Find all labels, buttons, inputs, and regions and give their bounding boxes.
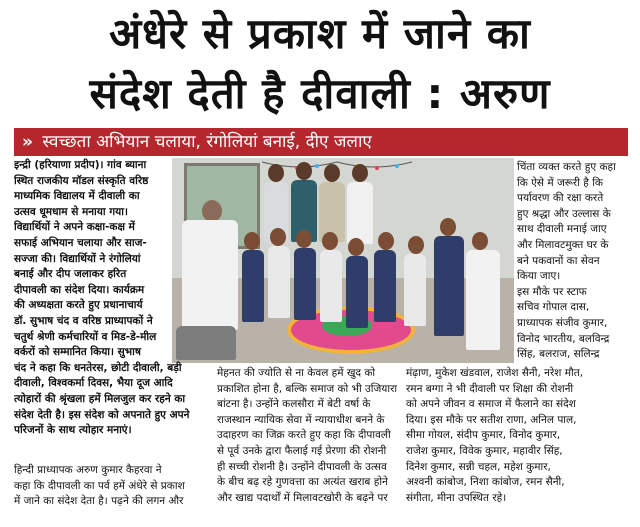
article-column-3-continued [406, 366, 631, 506]
article-text-line: दीवाली, विश्वकर्मा दिवस, भैया दूज आदि [14, 377, 173, 390]
article-text-line: विद्यार्थियों ने अपने कक्षा-कक्ष में [14, 221, 135, 234]
article-text-line: प्रकाशित होना है, बल्कि समाज को भी उजियारा [217, 382, 398, 395]
article-text-line: और खाद्य पदार्थों में मिलावटखोरी के बढ़ने पर [217, 491, 388, 504]
article-text-line: चिंता व्यक्त करते हुए कहा [517, 161, 616, 173]
article-text-line: सचिव गोपाल दास, [517, 301, 590, 314]
article-text-line: त्योहारों की श्रृंखला हमें मिलजुल कर रहने का [14, 392, 186, 405]
article-text-line: स्थित राजकीय मॉडल संस्कृति वरिष्ठ [14, 174, 149, 187]
article-text-line: सीमा गोयल, संदीप कुमार, विनोद कुमार, [406, 429, 561, 442]
article-text-line: चतुर्थ श्रेणी कर्मचारियों व मिड-डे-मील [14, 330, 157, 343]
photo-person-head [322, 232, 338, 250]
photo-person [320, 250, 342, 322]
photo-person-head [244, 232, 260, 250]
article-text-line: के बीच बढ़ रहे गुणवत्ता का अत्यंत खराब होने [217, 476, 388, 489]
photo-person-head [440, 218, 456, 236]
headline-line-1: अंधेरे से प्रकाश में जाने का [109, 9, 531, 58]
photo-person-head [296, 230, 312, 248]
article-text-line: बांटना है। उन्होंने कलसौरा में बेटी वर्षा के [217, 398, 371, 411]
article-text-line: रमन बग्गा ने भी दीवाली पर शिक्षा की रोशनी [406, 382, 574, 395]
photo-person [242, 250, 264, 322]
article-text-line: किया जाए। [517, 270, 561, 283]
subheadline-text: स्वच्छता अभियान चलाया, रंगोलियां बनाई, दीए जलाए [42, 132, 372, 152]
article-text-line: उदाहरण का जिक्र करते हुए कहा कि दीपावली [217, 429, 391, 442]
article-text-line: उत्सव धूमधाम से मनाया गया। [14, 205, 128, 218]
photo-person [347, 182, 373, 244]
article-column-3 [517, 160, 631, 363]
subheadline-arrow-icon: » [22, 132, 33, 152]
article-text-line: हिन्दी प्राध्यापक अरुण कुमार कैहरवा ने [14, 464, 162, 476]
article-text-line: पर्यावरण की रक्षा करते [517, 192, 604, 205]
subheadline-bar [14, 128, 628, 156]
article-text-line: कहा कि दीपावली का पर्व हमें अंधेरे से प्रकाश [14, 479, 185, 492]
photo-person-head [268, 164, 284, 182]
article-text-line: दिनेश कुमार, सन्नी चहल, महेश कुमार, [406, 460, 551, 473]
article-text-line: दीपावली का संदेश दिया। कार्यक्रम [14, 283, 145, 296]
article-text-line: राजस्थान न्यायिक सेवा में न्यायाधीश बनने के [217, 413, 385, 426]
photo-person [268, 246, 290, 318]
headline-line-2: संदेश देती है दीवाली : अरुण [89, 69, 551, 118]
article-text-line: में जाने का संदेश देता है। पढ़ने की लगन और [14, 495, 184, 508]
article-text-line: संदेश देती है। इस संदेश को अपनाते हुए अपने [14, 408, 190, 421]
article-text-line: चंद ने कहा कि धनतेरस, छोटी दीवाली, बड़ी [14, 361, 182, 374]
article-text-line: हुए श्रद्धा और उल्लास के [517, 207, 611, 220]
article-text-line: सिंह, बलराज, सलिन्द्र [517, 348, 600, 361]
article-text-line: बनाई और दीप जलाकर हरित [14, 268, 127, 281]
article-text-line: बने पकवानों का सेवन [517, 254, 600, 267]
article-text-line: राजेश कुमार, विवेक कुमार, महावीर सिंह, [406, 444, 563, 457]
article-text-line: प्राध्यापक संजीव कुमार, [517, 316, 608, 329]
article-text-line: और मिलावटमुक्त घर के [517, 238, 609, 251]
article-column-1-continued [14, 463, 214, 510]
article-text-line: सफाई अभियान चलाया और साज- [14, 236, 147, 249]
article-text-line: संगीता, मीना उपस्थित रहे। [406, 491, 507, 504]
article-text-line: दिया। इस मौके पर सतीश राणा, अनिल पाल, [406, 413, 577, 426]
article-text-line: परिजनों के साथ त्योहार मनाएं। [14, 424, 132, 437]
photo-person-head [472, 232, 488, 250]
article-text-line: साथ दीवाली मनाई जाए [517, 223, 607, 236]
article-text-line: इन्द्री (हरियाणा प्रदीप)। गांव ब्याना [14, 159, 147, 171]
photo-person-head [296, 162, 312, 180]
photo-person-head [378, 232, 394, 250]
photo-person-head [348, 238, 364, 256]
article-text-line: अश्वनी कांबोज, निशा कांबोज, रमन सैनी, [406, 476, 565, 489]
photo-person [434, 236, 464, 336]
article-text-line: इस मौके पर स्टाफ [517, 285, 587, 298]
article-text-line: मेहनत की ज्योति से ना केवल हमें खुद को [217, 367, 376, 379]
photo-person [404, 254, 426, 326]
article-text-line: से पूर्व उनके द्वारा फैलाई गई प्रेरणा की रोशनी [217, 444, 387, 457]
photo-person [466, 250, 500, 350]
photo-person-head [408, 236, 424, 254]
photo-person-head [270, 228, 286, 246]
photo-person [374, 250, 396, 322]
article-text-line: कि ऐसे में जरूरी है कि [517, 176, 603, 189]
article-text-line: मंढ़ाण, मुकेश खंडवाल, राजेश सैनी, नरेश मौत, [406, 367, 584, 379]
article-text-line: ही सच्ची रोशनी है। उन्होंने दीपावली के उत्सव [217, 460, 387, 473]
photo-person-head [324, 164, 340, 182]
article-text-line: वर्करों को सम्मानित किया। सुभाष [14, 346, 141, 359]
article-text-line: डॉ. सुभाष चंद व वरिष्ठ प्राध्यापकों ने [14, 314, 153, 327]
photo-person [346, 256, 368, 328]
article-text-line: को अपने जीवन व समाज में फैलाने का संदेश [406, 398, 576, 411]
article-text-line: सज्जा की। विद्यार्थियों ने रंगोलियां [14, 252, 141, 265]
article-text-line: विनोद भारतीय, बलविन्द्र [517, 332, 610, 345]
news-photo [172, 158, 514, 363]
article-text-line: माध्यमिक विद्यालय में दीवाली का [14, 190, 140, 203]
article-text-line: की अध्यक्षता करते हुए प्रधानाचार्य [14, 299, 143, 312]
article-column-1 [14, 158, 214, 439]
photo-person-head [352, 164, 368, 182]
headline [0, 0, 640, 124]
photo-person [294, 248, 316, 320]
